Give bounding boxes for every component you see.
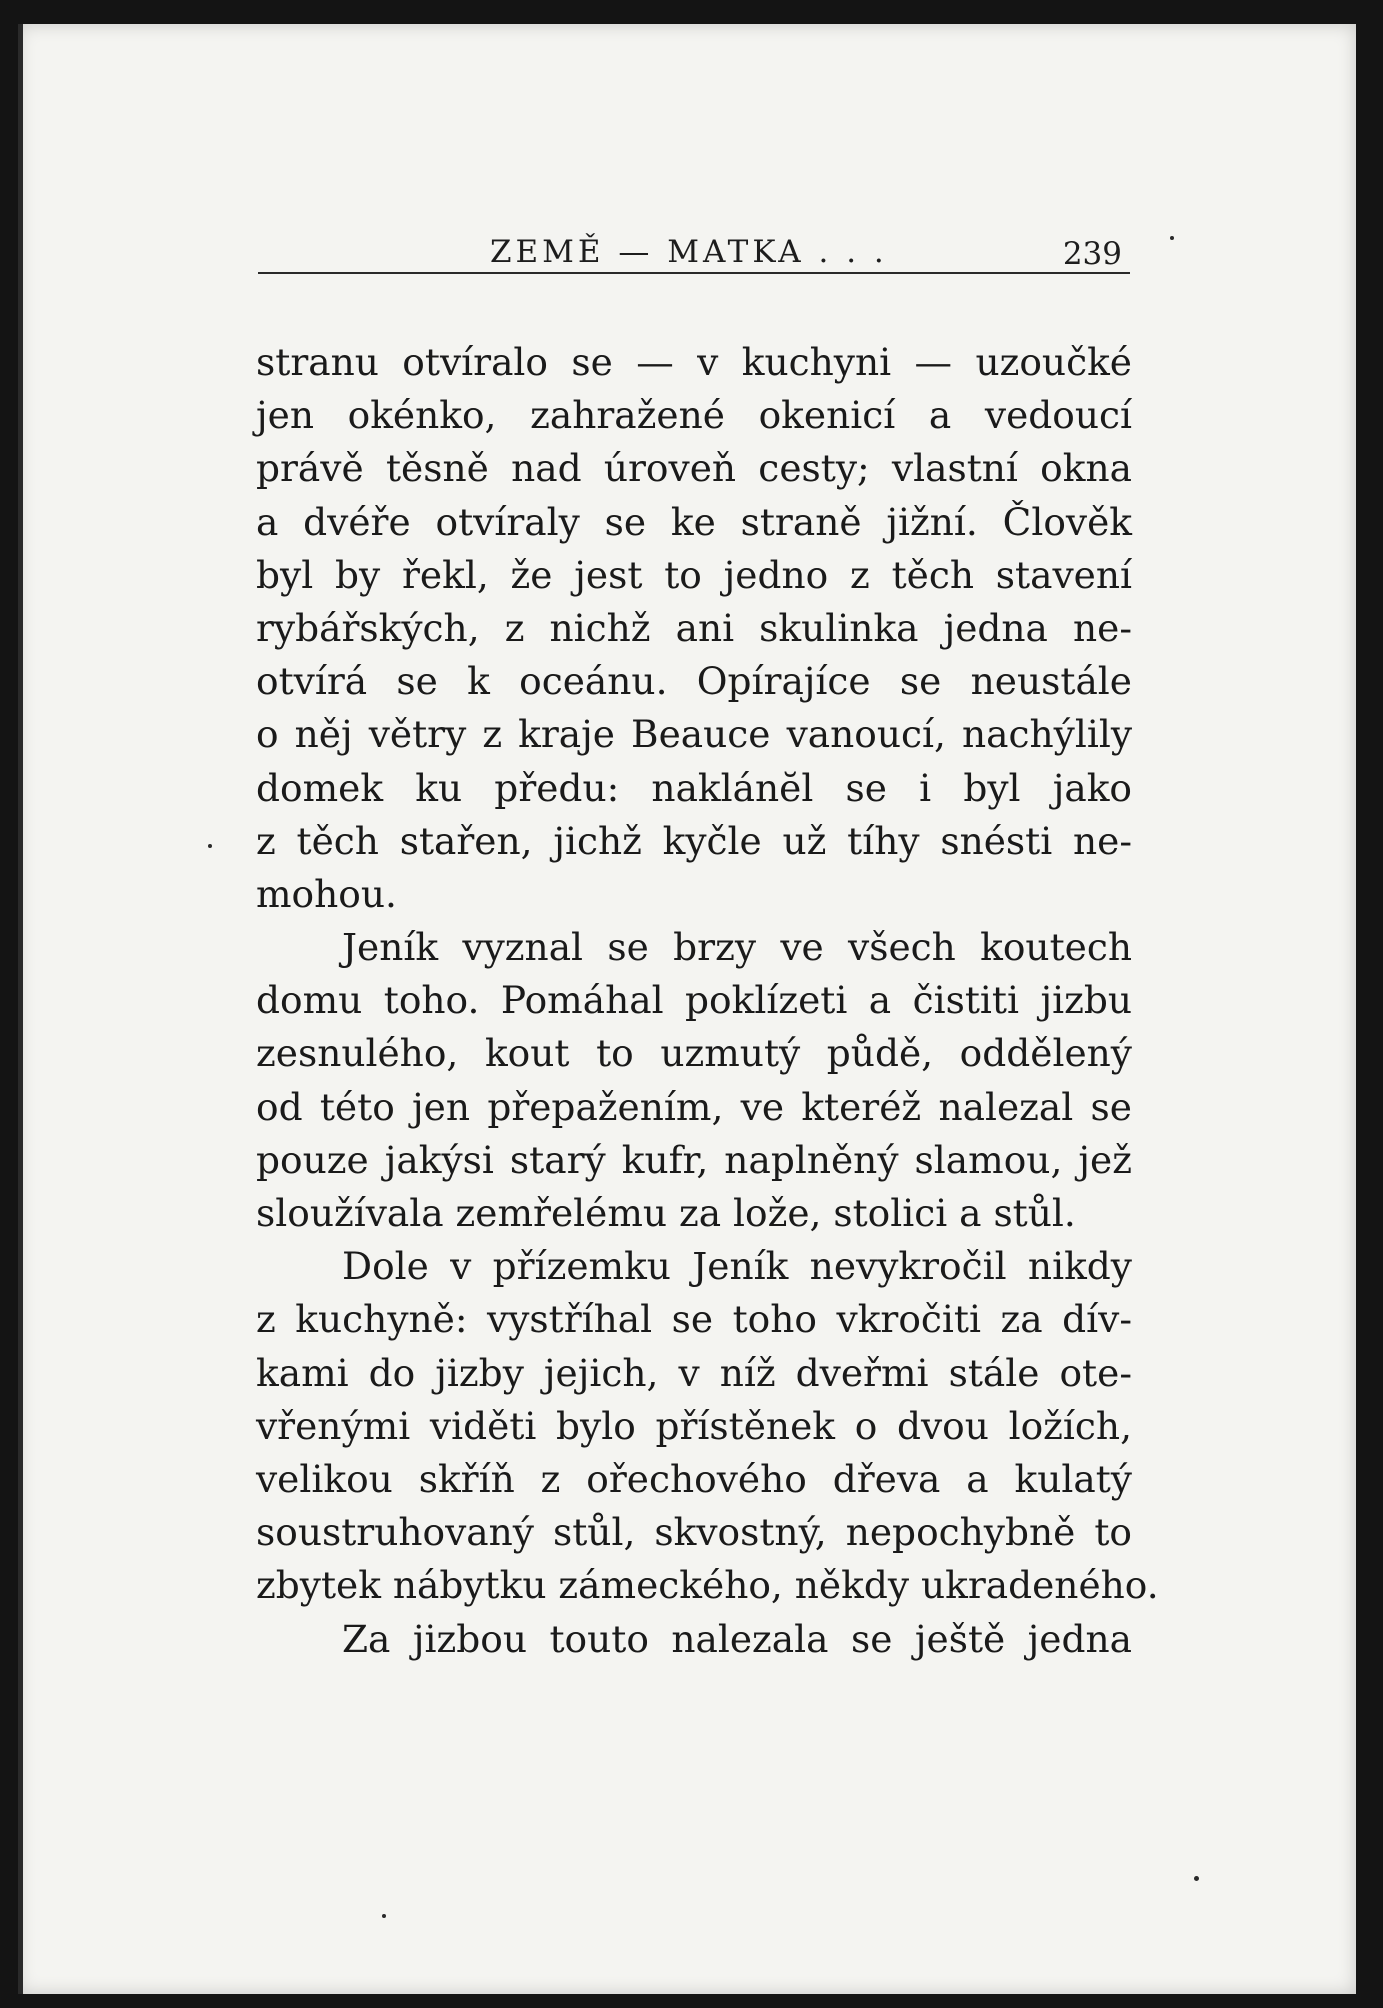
text-line: otvírá se k oceánu. Opírajíce se neustále [256, 659, 1132, 704]
text-line: Dole v přízemku Jeník nevykročil nikdy [342, 1244, 1132, 1289]
text-line: Za jizbou touto nalezala se ještě jedna [342, 1616, 1132, 1661]
page-number: 239 [1062, 236, 1122, 272]
text-line: domek ku předu: naklánĕl se i byl jako [256, 765, 1132, 810]
book-page [18, 24, 1356, 1994]
text-line: pouze jakýsi starý kufr, naplněný slamou, jež [256, 1137, 1132, 1182]
text-line: zbytek nábytku zámeckého, někdy ukradeného. [256, 1563, 1159, 1608]
paragraph-3 [256, 1240, 1159, 1612]
running-title: ZEMĚ — MATKA . . . [490, 234, 888, 270]
paragraph-1 [256, 336, 1132, 921]
paper-speck [1194, 1876, 1199, 1881]
page-edge-shadow [18, 24, 23, 1994]
text-line: Jeník vyznal se brzy ve všech koutech [342, 925, 1132, 970]
text-line: velikou skříň z ořechového dřeva a kulatý [256, 1456, 1132, 1501]
text-line: rybářských, z nichž ani skulinka jedna ne- [256, 605, 1132, 650]
paragraph-4 [256, 1613, 1132, 1666]
text-line: právě těsně nad úroveň cesty; vlastní okna [256, 446, 1132, 491]
text-line: o něj větry z kraje Beauce vanoucí, nachýlily [256, 712, 1132, 757]
text-line: stranu otvíralo se — v kuchyni — uzoučké [256, 340, 1132, 384]
text-line: z těch stařen, jichž kyčle už tíhy snésti ne- [256, 818, 1132, 863]
text-line: sloužívala zemřelému za lože, stolici a stůl. [256, 1191, 1076, 1235]
text-line: z kuchyně: vystříhal se toho vkročiti za dív- [256, 1297, 1132, 1342]
text-line: vřenými viděti bylo přístěnek o dvou ložích, [256, 1403, 1132, 1448]
text-line: kami do jizby jejich, v níž dveřmi stále ote- [256, 1350, 1132, 1395]
text-line: byl by řekl, že jest to jedno z těch stavení [256, 552, 1132, 597]
text-line: zesnulého, kout to uzmutý půdě, oddělený [256, 1031, 1132, 1076]
paragraph-2 [256, 921, 1132, 1240]
text-line: a dvéře otvíraly se ke straně jižní. Člověk [256, 499, 1132, 544]
text-line: soustruhovaný stůl, skvostný, nepochybně to [256, 1510, 1132, 1555]
running-header [258, 220, 1130, 274]
body-text [256, 336, 1159, 1666]
text-line: domu toho. Pomáhal poklízeti a čistiti jizbu [256, 978, 1132, 1023]
paper-speck [208, 844, 212, 848]
text-line: mohou. [256, 871, 397, 916]
paper-speck [1170, 236, 1174, 240]
text-line: od této jen přepažením, ve kteréž nalezal se [256, 1084, 1132, 1129]
paper-speck [382, 1914, 386, 1918]
text-line: jen okénko, zahražené okenicí a vedoucí [256, 393, 1132, 438]
